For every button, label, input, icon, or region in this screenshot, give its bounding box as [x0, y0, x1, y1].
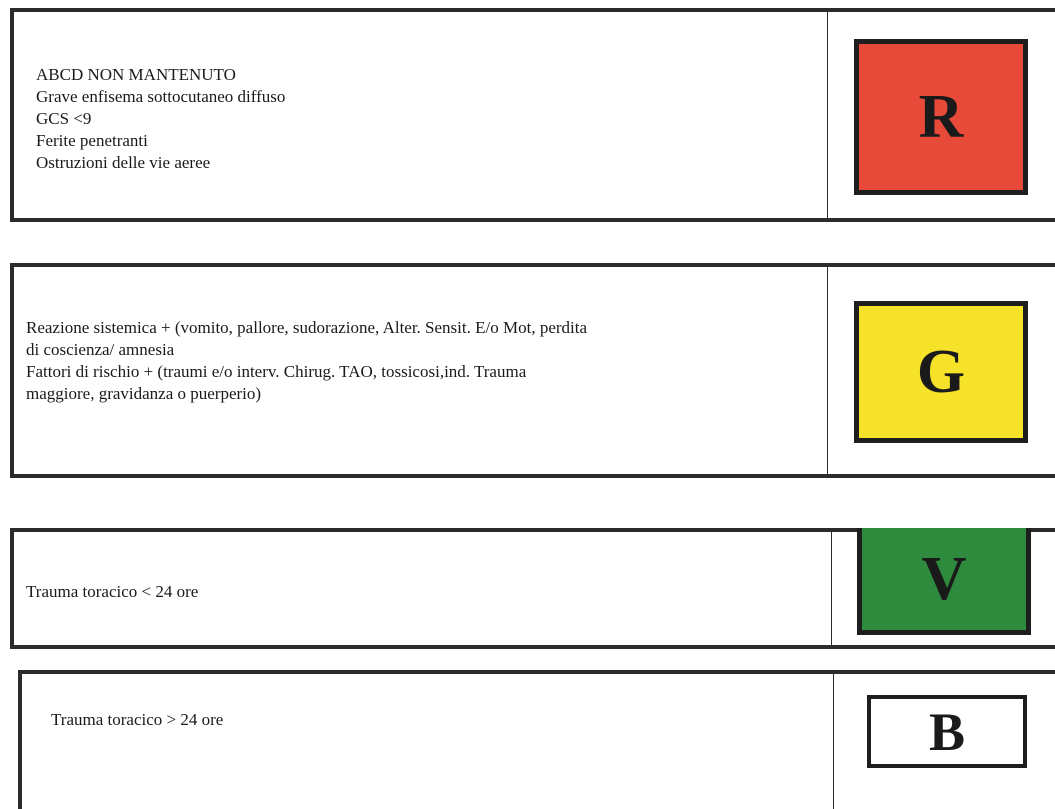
column-divider [827, 267, 828, 474]
triage-code-red: R [854, 39, 1028, 195]
criteria-line: Ostruzioni delle vie aeree [36, 153, 211, 172]
triage-row-white [18, 670, 1055, 809]
criteria-line: Fattori di rischio + (traumi e/o interv. Chirug. TAO, tossicosi,ind. Trauma [26, 362, 527, 381]
column-divider [827, 12, 828, 218]
criteria-line: Trauma toracico < 24 ore [26, 582, 199, 601]
triage-row-red [10, 8, 1055, 222]
criteria-line: di coscienza/ amnesia [26, 340, 175, 359]
triage-code-yellow: G [854, 301, 1028, 443]
column-divider [831, 532, 832, 645]
column-divider [833, 674, 834, 809]
criteria-line: Grave enfisema sottocutaneo diffuso [36, 87, 286, 106]
criteria-line: Trauma toracico > 24 ore [51, 710, 224, 729]
triage-row-yellow [10, 263, 1055, 478]
criteria-line: ABCD NON MANTENUTO [36, 65, 236, 84]
criteria-line: Reazione sistemica + (vomito, pallore, sudorazione, Alter. Sensit. E/o Mot, perdita [26, 318, 588, 337]
criteria-line: Ferite penetranti [36, 131, 148, 150]
triage-row-green [10, 528, 1055, 649]
criteria-line: maggiore, gravidanza o puerperio) [26, 384, 262, 403]
triage-code-white: B [867, 695, 1027, 768]
triage-code-green: V [857, 528, 1031, 635]
criteria-line: GCS <9 [36, 109, 92, 128]
